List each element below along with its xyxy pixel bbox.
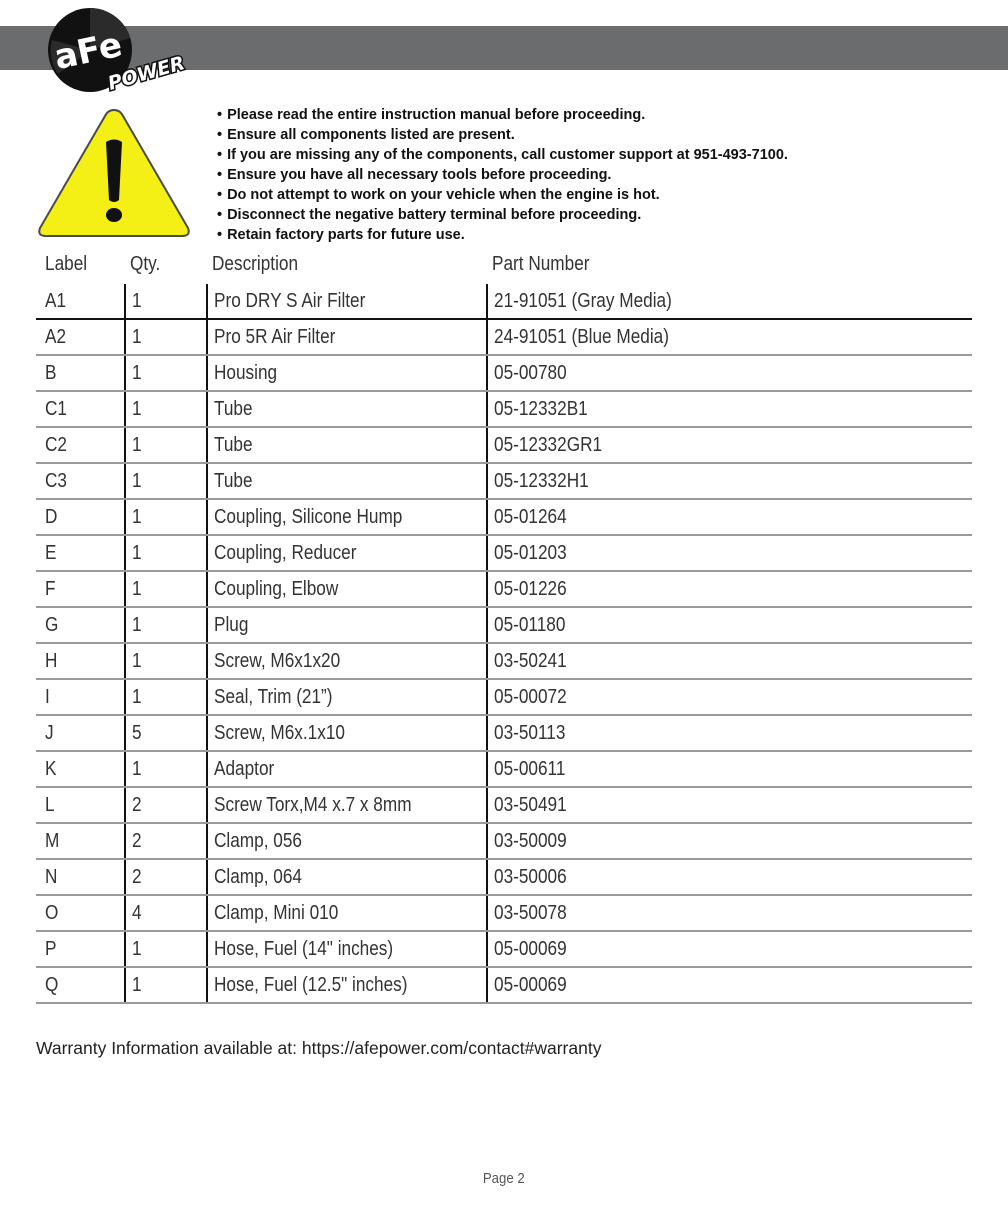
warranty-info: Warranty Information available at: https://afepower.com/contact#warranty	[36, 1038, 602, 1058]
cell-description: Hose, Fuel (14" inches)	[206, 932, 486, 966]
afe-power-logo	[44, 4, 204, 96]
table-row	[36, 320, 972, 356]
cell-qty: 1	[124, 356, 206, 390]
cell-part-number: 05-00611	[486, 752, 972, 786]
cell-description: Screw, M6x.1x10	[206, 716, 486, 750]
safety-note: • Disconnect the negative battery terminal before proceeding.	[217, 205, 788, 225]
cell-part-number: 03-50006	[486, 860, 972, 894]
cell-qty: 1	[124, 284, 206, 318]
cell-description: Tube	[206, 428, 486, 462]
table-row	[36, 752, 972, 788]
cell-description: Housing	[206, 356, 486, 390]
safety-note: • Please read the entire instruction manual before proceeding.	[217, 105, 788, 125]
cell-label: C2	[45, 433, 67, 456]
cell-description: Coupling, Elbow	[206, 572, 486, 606]
column-header-part-number: Part Number	[492, 252, 590, 275]
cell-qty: 2	[124, 788, 206, 822]
table-row	[36, 608, 972, 644]
table-row	[36, 464, 972, 500]
cell-label: N	[45, 865, 58, 888]
cell-description: Plug	[206, 608, 486, 642]
cell-qty: 1	[124, 680, 206, 714]
cell-qty: 1	[124, 644, 206, 678]
cell-qty: 1	[124, 392, 206, 426]
cell-part-number: 05-00069	[486, 968, 972, 1002]
cell-label: I	[45, 685, 50, 708]
safety-note: • Ensure all components listed are present.	[217, 125, 788, 145]
cell-label: F	[45, 577, 56, 600]
table-row	[36, 896, 972, 932]
cell-qty: 1	[124, 932, 206, 966]
table-row	[36, 932, 972, 968]
cell-label: A1	[45, 289, 67, 312]
table-row	[36, 680, 972, 716]
cell-part-number: 05-00780	[486, 356, 972, 390]
table-row	[36, 572, 972, 608]
warning-triangle-icon	[34, 104, 194, 242]
safety-note: • If you are missing any of the components, call customer support at 951-493-7100.	[217, 145, 788, 165]
cell-label: C1	[45, 397, 67, 420]
cell-part-number: 05-00072	[486, 680, 972, 714]
table-row	[36, 824, 972, 860]
safety-note: • Do not attempt to work on your vehicle when the engine is hot.	[217, 185, 788, 205]
logo-subtext: POWER	[105, 52, 188, 95]
cell-label: L	[45, 793, 55, 816]
cell-qty: 1	[124, 968, 206, 1002]
table-row	[36, 716, 972, 752]
cell-label: H	[45, 649, 58, 672]
cell-description: Adaptor	[206, 752, 486, 786]
cell-label: K	[45, 757, 57, 780]
cell-part-number: 05-12332B1	[486, 392, 972, 426]
table-row	[36, 500, 972, 536]
cell-qty: 1	[124, 500, 206, 534]
column-header-description: Description	[212, 252, 299, 275]
parts-table	[36, 244, 972, 1004]
cell-description: Screw, M6x1x20	[206, 644, 486, 678]
cell-part-number: 05-01226	[486, 572, 972, 606]
cell-label: D	[45, 505, 58, 528]
cell-qty: 2	[124, 824, 206, 858]
cell-label: C3	[45, 469, 67, 492]
table-row	[36, 788, 972, 824]
cell-label: O	[45, 901, 59, 924]
cell-qty: 1	[124, 320, 206, 354]
cell-part-number: 05-12332H1	[486, 464, 972, 498]
cell-description: Seal, Trim (21”)	[206, 680, 486, 714]
cell-qty: 1	[124, 464, 206, 498]
safety-note: • Retain factory parts for future use.	[217, 225, 788, 245]
safety-note: • Ensure you have all necessary tools before proceeding.	[217, 165, 788, 185]
column-header-label: Label	[45, 252, 88, 275]
cell-part-number: 03-50491	[486, 788, 972, 822]
cell-label: M	[45, 829, 60, 852]
cell-description: Clamp, Mini 010	[206, 896, 486, 930]
cell-part-number: 03-50241	[486, 644, 972, 678]
cell-description: Clamp, 056	[206, 824, 486, 858]
logo-text: aFe	[50, 24, 126, 79]
cell-qty: 5	[124, 716, 206, 750]
table-row	[36, 644, 972, 680]
cell-label: E	[45, 541, 57, 564]
table-row	[36, 428, 972, 464]
cell-description: Screw Torx,M4 x.7 x 8mm	[206, 788, 486, 822]
cell-qty: 1	[124, 428, 206, 462]
table-header-row	[36, 244, 972, 284]
cell-description: Coupling, Silicone Hump	[206, 500, 486, 534]
cell-label: P	[45, 937, 57, 960]
cell-description: Pro 5R Air Filter	[206, 320, 486, 354]
cell-qty: 1	[124, 608, 206, 642]
table-row	[36, 356, 972, 392]
cell-description: Tube	[206, 392, 486, 426]
column-header-qty: Qty.	[130, 252, 161, 275]
cell-description: Coupling, Reducer	[206, 536, 486, 570]
safety-notes-list	[217, 105, 788, 245]
cell-label: J	[45, 721, 54, 744]
cell-part-number: 24-91051 (Blue Media)	[486, 320, 972, 354]
cell-part-number: 05-01180	[486, 608, 972, 642]
cell-part-number: 21-91051 (Gray Media)	[486, 284, 972, 318]
cell-part-number: 03-50113	[486, 716, 972, 750]
cell-label: B	[45, 361, 57, 384]
cell-part-number: 03-50009	[486, 824, 972, 858]
cell-description: Clamp, 064	[206, 860, 486, 894]
cell-part-number: 05-01264	[486, 500, 972, 534]
cell-part-number: 05-01203	[486, 536, 972, 570]
cell-qty: 1	[124, 572, 206, 606]
cell-label: Q	[45, 973, 59, 996]
cell-qty: 1	[124, 752, 206, 786]
cell-description: Tube	[206, 464, 486, 498]
cell-part-number: 03-50078	[486, 896, 972, 930]
cell-label: A2	[45, 325, 67, 348]
cell-qty: 4	[124, 896, 206, 930]
table-row	[36, 536, 972, 572]
page-number: Page 2	[483, 1170, 525, 1187]
cell-part-number: 05-12332GR1	[486, 428, 972, 462]
cell-qty: 2	[124, 860, 206, 894]
table-row	[36, 392, 972, 428]
cell-part-number: 05-00069	[486, 932, 972, 966]
table-row	[36, 860, 972, 896]
table-row	[36, 968, 972, 1004]
table-body	[36, 284, 972, 1004]
table-row	[36, 284, 972, 320]
cell-description: Hose, Fuel (12.5" inches)	[206, 968, 486, 1002]
cell-label: G	[45, 613, 59, 636]
cell-description: Pro DRY S Air Filter	[206, 284, 486, 318]
cell-qty: 1	[124, 536, 206, 570]
